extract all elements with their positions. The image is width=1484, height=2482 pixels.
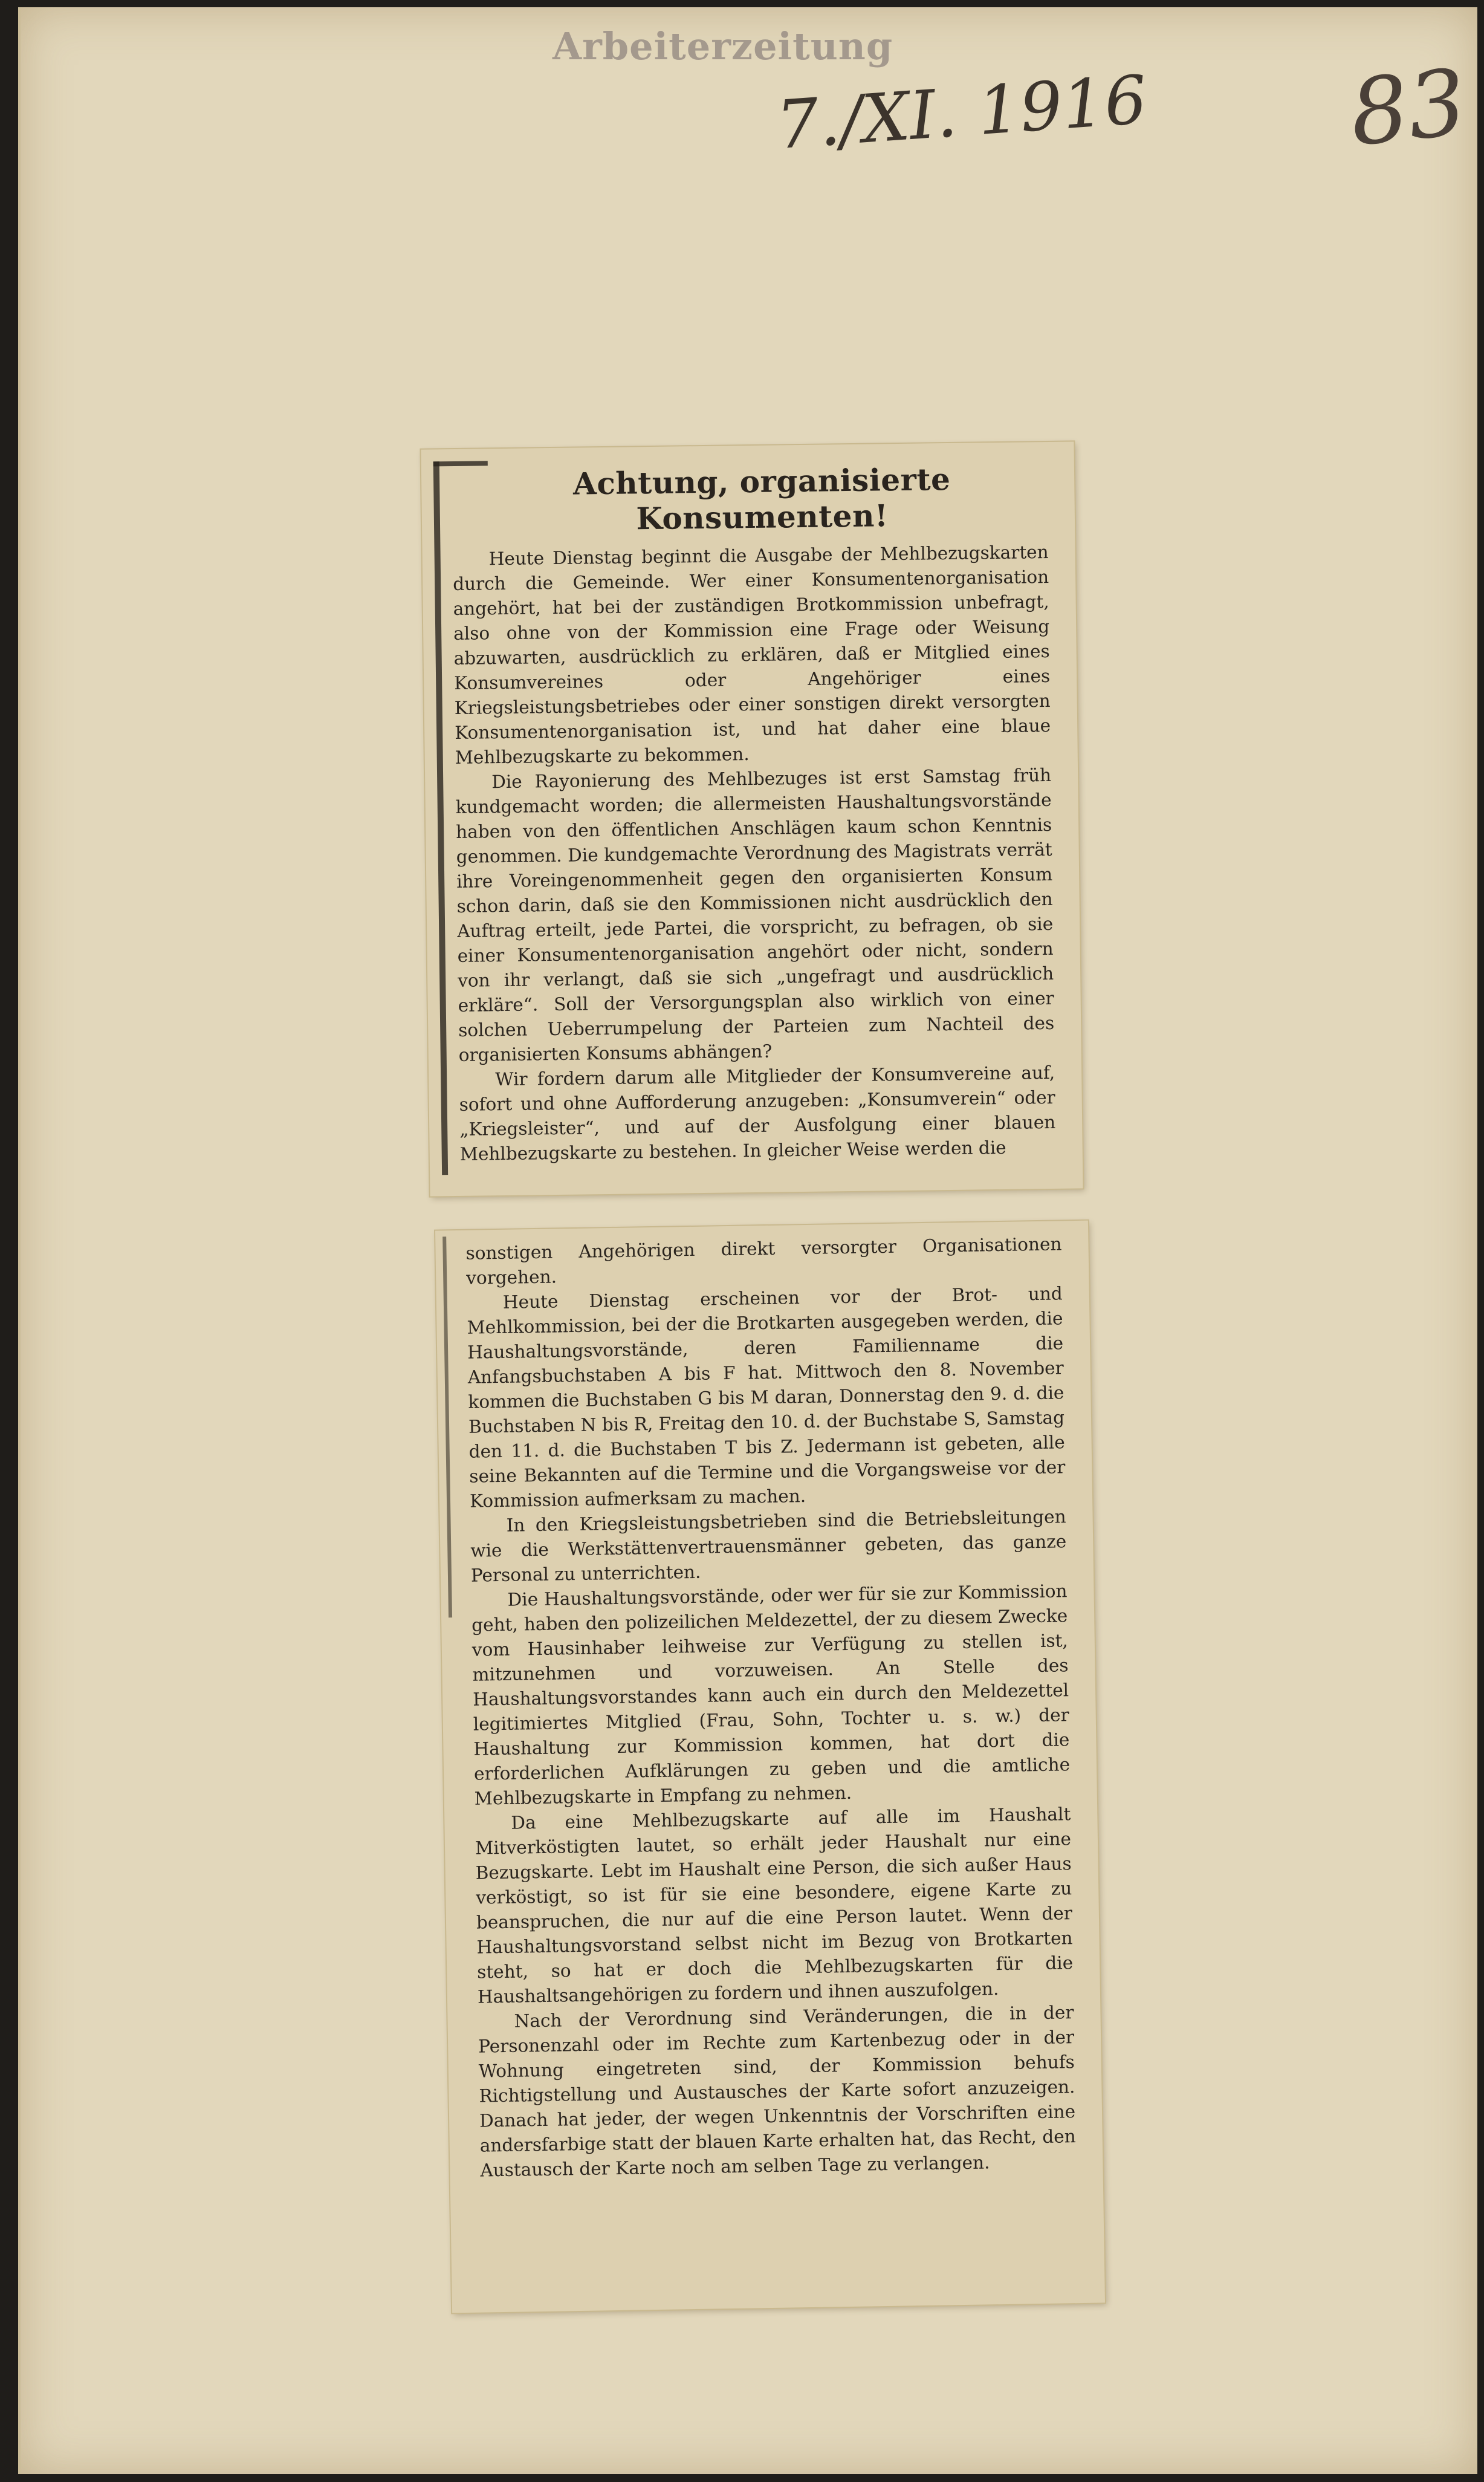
clipping-paragraph: sonstigen Angehörigen direkt versorgter Organisationen vorgehen. [465, 1233, 1062, 1288]
clipping-paragraph: In den Kriegsleistungsbetrieben sind die Betriebsleitungen wie die Werkstättenvertrauensmänner gebeten, das ganze Personal zu unterrichten. [470, 1506, 1067, 1586]
clipping-paragraph: Da eine Mehlbezugskarte auf alle im Haushalt Mitverköstigten lautet, so erhält jeder Haushalt nur eine Bezugskarte. Lebt im Haushalt eine Person, die sich außer Haus verköstigt, so ist für sie eine besondere, eigene Karte zu beanspruchen, die nur auf die eine Person lautet. Wenn der Haushaltungsvorstand selbst nicht im Bezug von Brotkarten steht, so hat er doch die Mehlbezugskarten für die Haushaltsangehörigen zu fordern und ihnen auszufolgen. [475, 1804, 1074, 2007]
clipping-paragraph: Die Rayonierung des Mehlbezuges ist erst Samstag früh kundgemacht worden; die allermeisten Haushaltungsvorstände haben von den öffentlichen Anschlägen kaum schon Kenntnis genommen. Die kundgemachte Verordnung des Magistrats verrät ihre Voreingenommenheit gegen den organisierten Konsum schon darin, daß sie den Kommissionen nicht ausdrücklich den Auftrag erteilt, jede Partei, die vorspricht, zu befragen, ob sie einer Konsumentenorganisation angehört oder nicht, sondern von ihr verlangt, daß sie sich „ungefragt und ausdrücklich erkläre“. Soll der Versorgungsplan also wirklich von einer solchen Ueberrumpelung der Parteien zum Nachteil des organisierten Konsums abhängen? [455, 764, 1055, 1065]
newspaper-stamp: Arbeiterzeitung [552, 24, 893, 68]
archive-sheet [18, 7, 1477, 2474]
clipping-paragraph: Die Haushaltungsvorstände, oder wer für sie zur Kommission geht, haben den polizeilichen Meldezettel, der zu diesem Zwecke vom Hausinhaber leihweise zur Verfügung zu stellen ist, mitzunehmen und vorzuweisen. An Stelle des Haushaltungsvorstandes kann auch ein durch den Meldezettel legitimiertes Mitglied (Frau, Sohn, Tochter u. s. w.) der Haushaltung zur Kommission kommen, hat dort die erforderlichen Aufklärungen zu geben und die amtliche Mehlbezugskarte in Empfang zu nehmen. [471, 1580, 1071, 1809]
page-number: 83 [1345, 50, 1471, 167]
clipping-headline: Achtung, organisierte Konsumenten! [572, 461, 951, 537]
handwritten-date: 7./XI. 1916 [774, 60, 1150, 164]
clipping-2 [435, 1221, 1105, 2313]
clipping-1 [421, 441, 1083, 1196]
clipping-paragraph: Heute Dienstag erscheinen vor der Brot- und Mehlkommission, bei der die Brotkarten ausgegeben werden, die Haushaltungsvorstände, deren Familienname die Anfangsbuchstaben A bis F hat. Mittwoch den 8. November kommen die Buchstaben G bis M daran, Donnerstag den 9. d. die Buchstaben N bis R, Freitag den 10. d. der Buchstabe S, Samstag den 11. d. die Buchstaben T bis Z. Jedermann ist gebeten, alle seine Bekannten auf die Termine und die Vorgangsweise vor der Kommission aufmerksam zu machen. [467, 1283, 1066, 1512]
clipping-paragraph: Wir fordern darum alle Mitglieder der Konsumvereine auf, sofort und ohne Aufforderung anzugeben: „Konsumverein“ oder „Kriegsleister“, und auf der Ausfolgung einer blauen Mehlbezugskarte zu bestehen. In gleicher Weise werden die [459, 1062, 1056, 1165]
clipping-paragraph: Heute Dienstag beginnt die Ausgabe der Mehlbezugskarten durch die Gemeinde. Wer einer Konsumentenorganisation angehört, hat bei der zuständigen Brotkommission unbefragt, also ohne von der Kommission eine Frage oder Weisung abzuwarten, ausdrücklich zu erklären, daß er Mitglied eines Konsumvereines oder Angehöriger eines Kriegsleistungsbetriebes oder einer sonstigen direkt versorgten Konsumentenorganisation ist, und hat daher eine blaue Mehlbezugskarte zu bekommen. [453, 541, 1051, 768]
clipping-paragraph: Nach der Verordnung sind Veränderungen, die in der Personenzahl oder im Rechte zum Kartenbezug oder in der Wohnung eingetreten sind, der Kommission behufs Richtigstellung und Austausches der Karte sofort anzuzeigen. Danach hat jeder, der wegen Unkenntnis der Vorschriften eine andersfarbige statt der blauen Karte erhalten hat, das Recht, den Austausch der Karte noch am selben Tage zu verlangen. [478, 2002, 1076, 2181]
